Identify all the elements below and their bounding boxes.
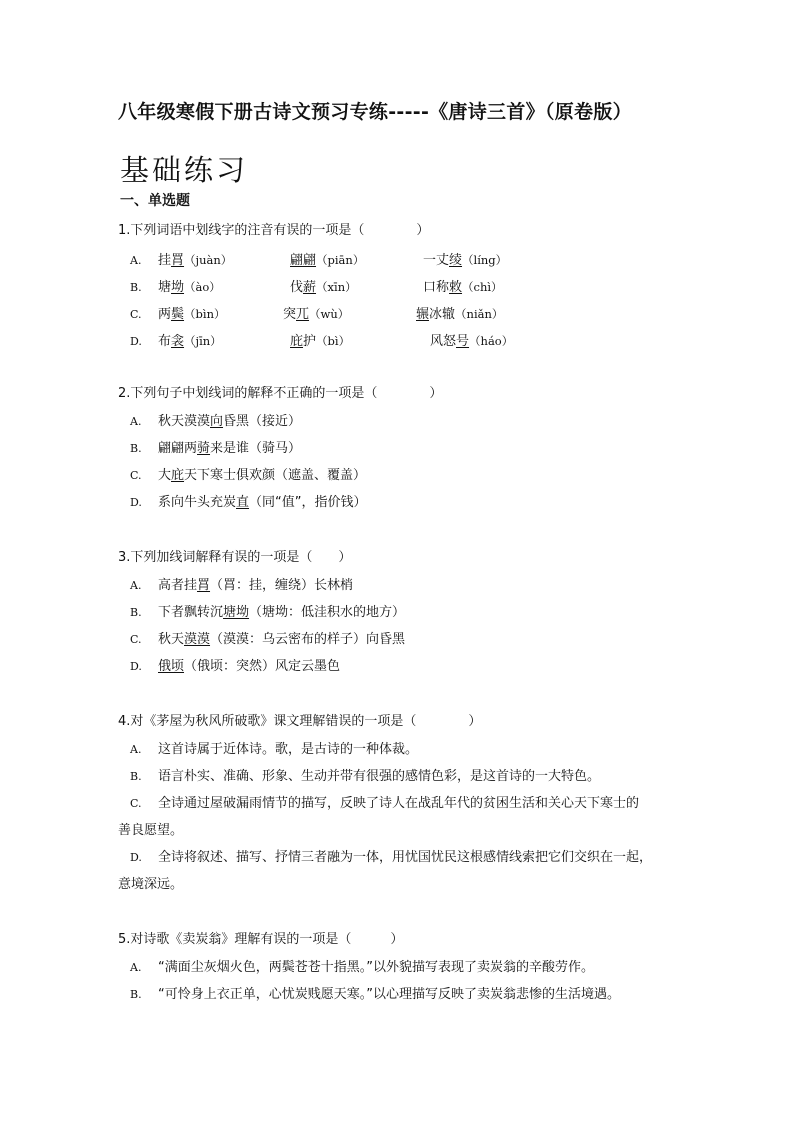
option-text: 语言朴实、准确、形象、生动并带有很强的感情色彩，是这首诗的一大特色。	[158, 769, 601, 784]
option-b	[118, 274, 690, 301]
section-title: 基础练习	[120, 153, 249, 187]
option-a	[118, 247, 690, 274]
option-term: 布衾（jīn）	[158, 334, 222, 349]
option-text-continued: 善良愿望。	[118, 823, 184, 838]
document-title: 八年级寒假下册古诗文预习专练-----《唐诗三首》（原卷版）	[118, 101, 632, 123]
option-term: 翩翩（piān）	[290, 253, 365, 268]
option-term: 一丈绫（líng）	[423, 253, 508, 268]
question-2	[118, 384, 690, 516]
option-text: 系向牛头充炭直（同“值”，指价钱）	[158, 495, 367, 510]
option-b	[118, 599, 690, 626]
option-text: 全诗将叙述、描写、抒情三者融为一体，用忧国忧民这根感情线索把它们交织在一起，	[158, 850, 653, 865]
option-b	[118, 435, 690, 462]
option-letter: D.	[130, 851, 142, 864]
option-letter: A.	[130, 961, 142, 974]
option-d	[118, 653, 690, 680]
option-letter: B.	[130, 606, 142, 619]
question-type-heading: 一、单选题	[120, 193, 190, 209]
option-text-continued: 意境深远。	[118, 877, 184, 892]
question-stem: 2.下列句子中划线词的解释不正确的一项是（ ）	[118, 386, 443, 401]
option-text: “满面尘灰烟火色，两鬓苍苍十指黑。”以外貌描写表现了卖炭翁的辛酸劳作。	[158, 960, 594, 975]
option-term: 伐薪（xīn）	[290, 280, 357, 295]
option-letter: B.	[130, 281, 142, 294]
option-term: 塘坳（ào）	[158, 280, 221, 295]
option-term: 两鬓（bìn）	[158, 307, 226, 322]
option-c	[118, 301, 690, 328]
option-d	[118, 328, 690, 355]
option-a	[118, 736, 690, 763]
option-letter: A.	[130, 743, 142, 756]
question-stem: 5.对诗歌《卖炭翁》理解有误的一项是（ ）	[118, 932, 404, 947]
option-text: 这首诗属于近体诗。歌，是古诗的一种体裁。	[158, 742, 419, 757]
option-text: 俄顷（俄顷：突然）风定云墨色	[158, 659, 341, 674]
option-text: 翩翩两骑来是谁（骑马）	[158, 441, 302, 456]
option-term: 突兀（wù）	[283, 307, 350, 322]
option-letter: D.	[130, 335, 142, 348]
option-letter: A.	[130, 579, 142, 592]
question-4	[118, 712, 690, 898]
option-text: 高者挂罥（罥：挂，缠绕）长林梢	[158, 578, 354, 593]
option-text: “可怜身上衣正单，心忧炭贱愿天寒。”以心理描写反映了卖炭翁悲惨的生活境遇。	[158, 987, 620, 1002]
option-letter: D.	[130, 660, 142, 673]
option-term: 辗冰辙（niǎn）	[416, 307, 504, 322]
option-letter: C.	[130, 633, 142, 646]
option-letter: C.	[130, 797, 142, 810]
option-term: 庇护（bì）	[290, 334, 351, 349]
option-term: 风怒号（háo）	[430, 334, 514, 349]
option-a	[118, 954, 690, 981]
option-d-continued	[118, 871, 690, 898]
option-letter: B.	[130, 988, 142, 1001]
question-stem: 3.下列加线词解释有误的一项是（ ）	[118, 550, 352, 565]
option-d	[118, 844, 690, 871]
option-letter: C.	[130, 469, 142, 482]
option-text: 秋天漠漠（漠漠：乌云密布的样子）向昏黑	[158, 632, 406, 647]
option-letter: B.	[130, 442, 142, 455]
option-b	[118, 981, 690, 1008]
option-a	[118, 572, 690, 599]
question-1	[118, 221, 690, 355]
option-term: 口称敕（chì）	[423, 280, 503, 295]
option-text: 全诗通过屋破漏雨情节的描写，反映了诗人在战乱年代的贫困生活和关心天下寒士的	[158, 796, 640, 811]
option-d	[118, 489, 690, 516]
question-stem: 1.下列词语中划线字的注音有误的一项是（ ）	[118, 223, 430, 238]
option-letter: A.	[130, 254, 142, 267]
option-letter: A.	[130, 415, 142, 428]
question-3	[118, 548, 690, 680]
option-a	[118, 408, 690, 435]
option-text: 大庇天下寒士俱欢颜（遮盖、覆盖）	[158, 468, 367, 483]
option-c	[118, 790, 690, 817]
option-letter: B.	[130, 770, 142, 783]
option-letter: D.	[130, 496, 142, 509]
question-5	[118, 930, 690, 1008]
option-term: 挂罥（juàn）	[158, 253, 233, 268]
option-c-continued	[118, 817, 690, 844]
option-text: 秋天漠漠向昏黑（接近）	[158, 414, 302, 429]
option-c	[118, 462, 690, 489]
option-text: 下者飘转沉塘坳（塘坳：低洼积水的地方）	[158, 605, 406, 620]
option-c	[118, 626, 690, 653]
option-letter: C.	[130, 308, 142, 321]
question-stem: 4.对《茅屋为秋风所破歌》课文理解错误的一项是（ ）	[118, 714, 482, 729]
option-b	[118, 763, 690, 790]
